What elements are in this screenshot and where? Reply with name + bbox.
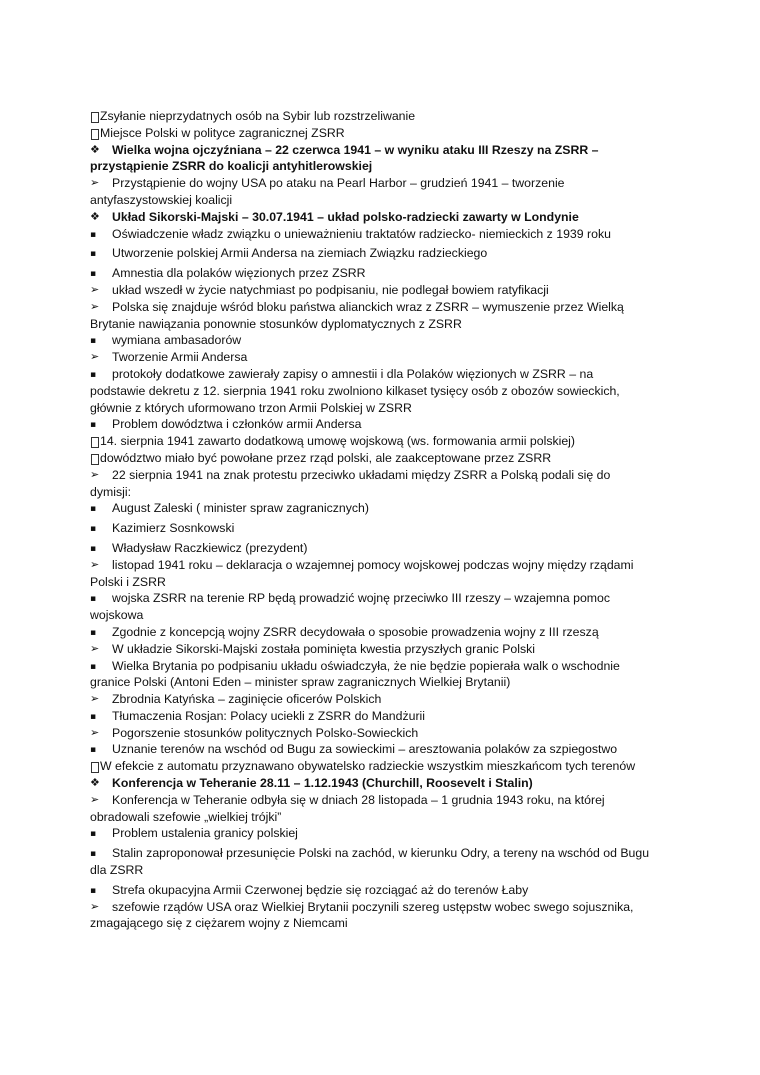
square-bullet-icon: ▪ — [90, 249, 97, 260]
text-line — [90, 845, 680, 862]
text-line — [90, 520, 680, 537]
square-bullet-icon: ▪ — [90, 661, 97, 672]
line-text: szefowie rządów USA oraz Wielkiej Brytanii poczynili szereg ustępstw wobec swego sojusznika, — [112, 899, 634, 914]
diamond-bullet-icon: ❖ — [90, 209, 100, 223]
line-text: Problem ustalenia granicy polskiej — [112, 826, 298, 841]
line-text: dowództwo miało być powołane przez rząd polski, ale zaakceptowane przez ZSRR — [100, 450, 552, 465]
text-line — [90, 574, 680, 591]
line-text: wojska ZSRR na terenie RP będą prowadzić wojnę przeciwko III rzeszy – wzajemna pomoc — [112, 591, 611, 606]
line-text: wymiana ambasadorów — [112, 333, 242, 348]
line-text: dla ZSRR — [90, 863, 144, 878]
line-text: granice Polski (Antoni Eden – minister spraw zagranicznych Wielkiej Brytanii) — [90, 675, 511, 690]
text-line — [90, 607, 680, 624]
text-line — [90, 758, 680, 775]
square-bullet-icon: ▪ — [90, 504, 97, 515]
arrow-bullet-icon: ➢ — [90, 282, 100, 296]
text-line — [90, 484, 680, 501]
text-line — [90, 433, 680, 450]
text-line — [90, 226, 680, 243]
missing-glyph-box-icon — [91, 437, 99, 448]
arrow-bullet-icon: ➢ — [90, 692, 100, 706]
text-line — [90, 725, 680, 742]
text-line — [90, 265, 680, 282]
arrow-bullet-icon: ➢ — [90, 467, 100, 481]
text-line — [90, 245, 680, 262]
line-text: Pogorszenie stosunków politycznych Polsko-Sowieckich — [112, 725, 419, 740]
line-text: wojskowa — [90, 608, 144, 623]
text-line — [90, 158, 680, 175]
text-line — [90, 557, 680, 574]
line-text: Układ Sikorski-Majski – 30.07.1941 – układ polsko-radziecki zawarty w Londynie — [112, 209, 579, 224]
arrow-bullet-icon: ➢ — [90, 641, 100, 655]
square-bullet-icon: ▪ — [90, 849, 97, 860]
text-line — [90, 708, 680, 725]
text-line — [90, 299, 680, 316]
square-bullet-icon: ▪ — [90, 543, 97, 554]
line-text: antyfaszystowskiej koalicji — [90, 192, 233, 207]
text-line — [90, 316, 680, 333]
text-line — [90, 500, 680, 517]
square-bullet-icon: ▪ — [90, 711, 97, 722]
square-bullet-icon: ▪ — [90, 829, 97, 840]
line-text: przystąpienie ZSRR do koalicji antyhitlerowskiej — [90, 159, 373, 174]
text-line — [90, 674, 680, 691]
square-bullet-icon: ▪ — [90, 885, 97, 896]
line-text: Stalin zaproponował przesunięcie Polski na zachód, w kierunku Odry, a tereny na wschód od Bugu — [112, 846, 650, 861]
square-bullet-icon: ▪ — [90, 745, 97, 756]
line-text: Strefa okupacyjna Armii Czerwonej będzie się rozciągać aż do terenów Łaby — [112, 882, 529, 897]
line-text: Miejsce Polski w polityce zagranicznej ZSRR — [100, 125, 345, 140]
square-bullet-icon: ▪ — [90, 369, 97, 380]
square-bullet-icon: ▪ — [90, 229, 97, 240]
text-line — [90, 192, 680, 209]
line-text: Oświadczenie władz związku o unieważnieniu traktatów radziecko- niemieckich z 1939 roku — [112, 226, 611, 241]
arrow-bullet-icon: ➢ — [90, 299, 100, 313]
text-line — [90, 416, 680, 433]
text-line — [90, 915, 680, 932]
line-text: Zgodnie z koncepcją wojny ZSRR decydowała o sposobie prowadzenia wojny z III rzeszą — [112, 624, 599, 639]
square-bullet-icon: ▪ — [90, 627, 97, 638]
line-text: Polska się znajduje wśród bloku państwa alianckich wraz z ZSRR – wymuszenie przez Wielką — [112, 299, 624, 314]
line-text: układ wszedł w życie natychmiast po podpisaniu, nie podlegał bowiem ratyfikacji — [112, 282, 549, 297]
missing-glyph-box-icon — [91, 762, 99, 773]
text-line — [90, 540, 680, 557]
text-line — [90, 366, 680, 383]
line-text: W układzie Sikorski-Majski została pominięta kwestia przyszłych granic Polski — [112, 641, 536, 656]
line-text: Amnestia dla polaków więzionych przez ZSRR — [112, 266, 366, 281]
line-text: Polski i ZSRR — [90, 574, 166, 589]
text-line — [90, 383, 680, 400]
line-text: Przystąpienie do wojny USA po ataku na Pearl Harbor – grudzień 1941 – tworzenie — [112, 176, 565, 191]
line-text: 22 sierpnia 1941 na znak protestu przeciwko układami między ZSRR a Polską podali się do — [112, 467, 611, 482]
square-bullet-icon: ▪ — [90, 420, 97, 431]
square-bullet-icon: ▪ — [90, 269, 97, 280]
text-line — [90, 809, 680, 826]
line-text: Tłumaczenia Rosjan: Polacy uciekli z ZSRR do Mandżurii — [112, 708, 426, 723]
text-line — [90, 467, 680, 484]
line-text: Tworzenie Armii Andersa — [112, 350, 248, 365]
text-line — [90, 332, 680, 349]
text-line — [90, 899, 680, 916]
line-text: Utworzenie polskiej Armii Andersa na ziemiach Związku radzieckiego — [112, 246, 488, 261]
arrow-bullet-icon: ➢ — [90, 557, 100, 571]
text-line — [90, 658, 680, 675]
arrow-bullet-icon: ➢ — [90, 899, 100, 913]
text-line — [90, 125, 680, 142]
line-text: Zsyłanie nieprzydatnych osób na Sybir lub rozstrzeliwanie — [100, 109, 416, 123]
text-line — [90, 349, 680, 366]
line-text: dymisji: — [90, 484, 131, 499]
square-bullet-icon: ▪ — [90, 524, 97, 535]
line-text: listopad 1941 roku – deklaracja o wzajemnej pomocy wojskowej podczas wojny między rządami — [112, 557, 634, 572]
line-text: W efekcie z automatu przyznawano obywatelsko radzieckie wszystkim mieszkańcom tych terenów — [100, 759, 636, 774]
text-line — [90, 175, 680, 192]
text-line — [90, 691, 680, 708]
line-text: głównie z których uformowano trzon Armii Polskiej w ZSRR — [90, 400, 412, 415]
line-text: Problem dowództwa i członków armii Andersa — [112, 417, 362, 432]
text-line — [90, 108, 680, 125]
line-text: Zbrodnia Katyńska – zaginięcie oficerów Polskich — [112, 692, 382, 707]
line-text: Władysław Raczkiewicz (prezydent) — [112, 540, 308, 555]
square-bullet-icon: ▪ — [90, 336, 97, 347]
line-text: podstawie dekretu z 12. sierpnia 1941 roku zwolniono kilkaset tysięcy osób z obozów sowieckich, — [90, 383, 620, 398]
line-text: Konferencja w Teheranie 28.11 – 1.12.1943 (Churchill, Roosevelt i Stalin) — [112, 776, 533, 791]
line-text: Kazimierz Sosnkowski — [112, 521, 235, 536]
text-line — [90, 641, 680, 658]
missing-glyph-box-icon — [91, 454, 99, 465]
line-text: Konferencja w Teheranie odbyła się w dniach 28 listopada – 1 grudnia 1943 roku, na której — [112, 792, 605, 807]
text-line — [90, 450, 680, 467]
text-line — [90, 282, 680, 299]
line-text: Brytanie nawiązania ponownie stosunków dyplomatycznych z ZSRR — [90, 316, 462, 331]
arrow-bullet-icon: ➢ — [90, 350, 100, 364]
line-text: Uznanie terenów na wschód od Bugu za sowieckimi – aresztowania polaków za szpiegostwo — [112, 742, 618, 757]
text-line — [90, 400, 680, 417]
text-line — [90, 624, 680, 641]
line-text: Wielka wojna ojczyźniana – 22 czerwca 1941 – w wyniku ataku III Rzeszy na ZSRR – — [112, 142, 599, 157]
arrow-bullet-icon: ➢ — [90, 792, 100, 806]
line-text: protokoły dodatkowe zawierały zapisy o amnestii i dla Polaków więzionych w ZSRR – na — [112, 366, 594, 381]
text-line — [90, 741, 680, 758]
text-line — [90, 862, 680, 879]
text-line — [90, 792, 680, 809]
line-text: obradowali szefowie „wielkiej trójki” — [90, 809, 282, 824]
line-text: 14. sierpnia 1941 zawarto dodatkową umowę wojskową (ws. formowania armii polskiej) — [100, 434, 576, 449]
text-line — [90, 882, 680, 899]
arrow-bullet-icon: ➢ — [90, 176, 100, 190]
line-text: August Zaleski ( minister spraw zagranicznych) — [112, 501, 369, 516]
arrow-bullet-icon: ➢ — [90, 725, 100, 739]
text-line — [90, 825, 680, 842]
square-bullet-icon: ▪ — [90, 594, 97, 605]
text-line — [90, 590, 680, 607]
line-text: zmagającego się z ciężarem wojny z Niemcami — [90, 916, 348, 931]
text-line — [90, 142, 680, 159]
document-body — [90, 108, 680, 932]
missing-glyph-box-icon — [91, 129, 99, 140]
diamond-bullet-icon: ❖ — [90, 776, 100, 790]
diamond-bullet-icon: ❖ — [90, 142, 100, 156]
line-text: Wielka Brytania po podpisaniu układu oświadczyła, że nie będzie popierała walk o wschodnie — [112, 658, 620, 673]
text-line — [90, 209, 680, 226]
text-line — [90, 775, 680, 792]
missing-glyph-box-icon — [91, 112, 99, 123]
